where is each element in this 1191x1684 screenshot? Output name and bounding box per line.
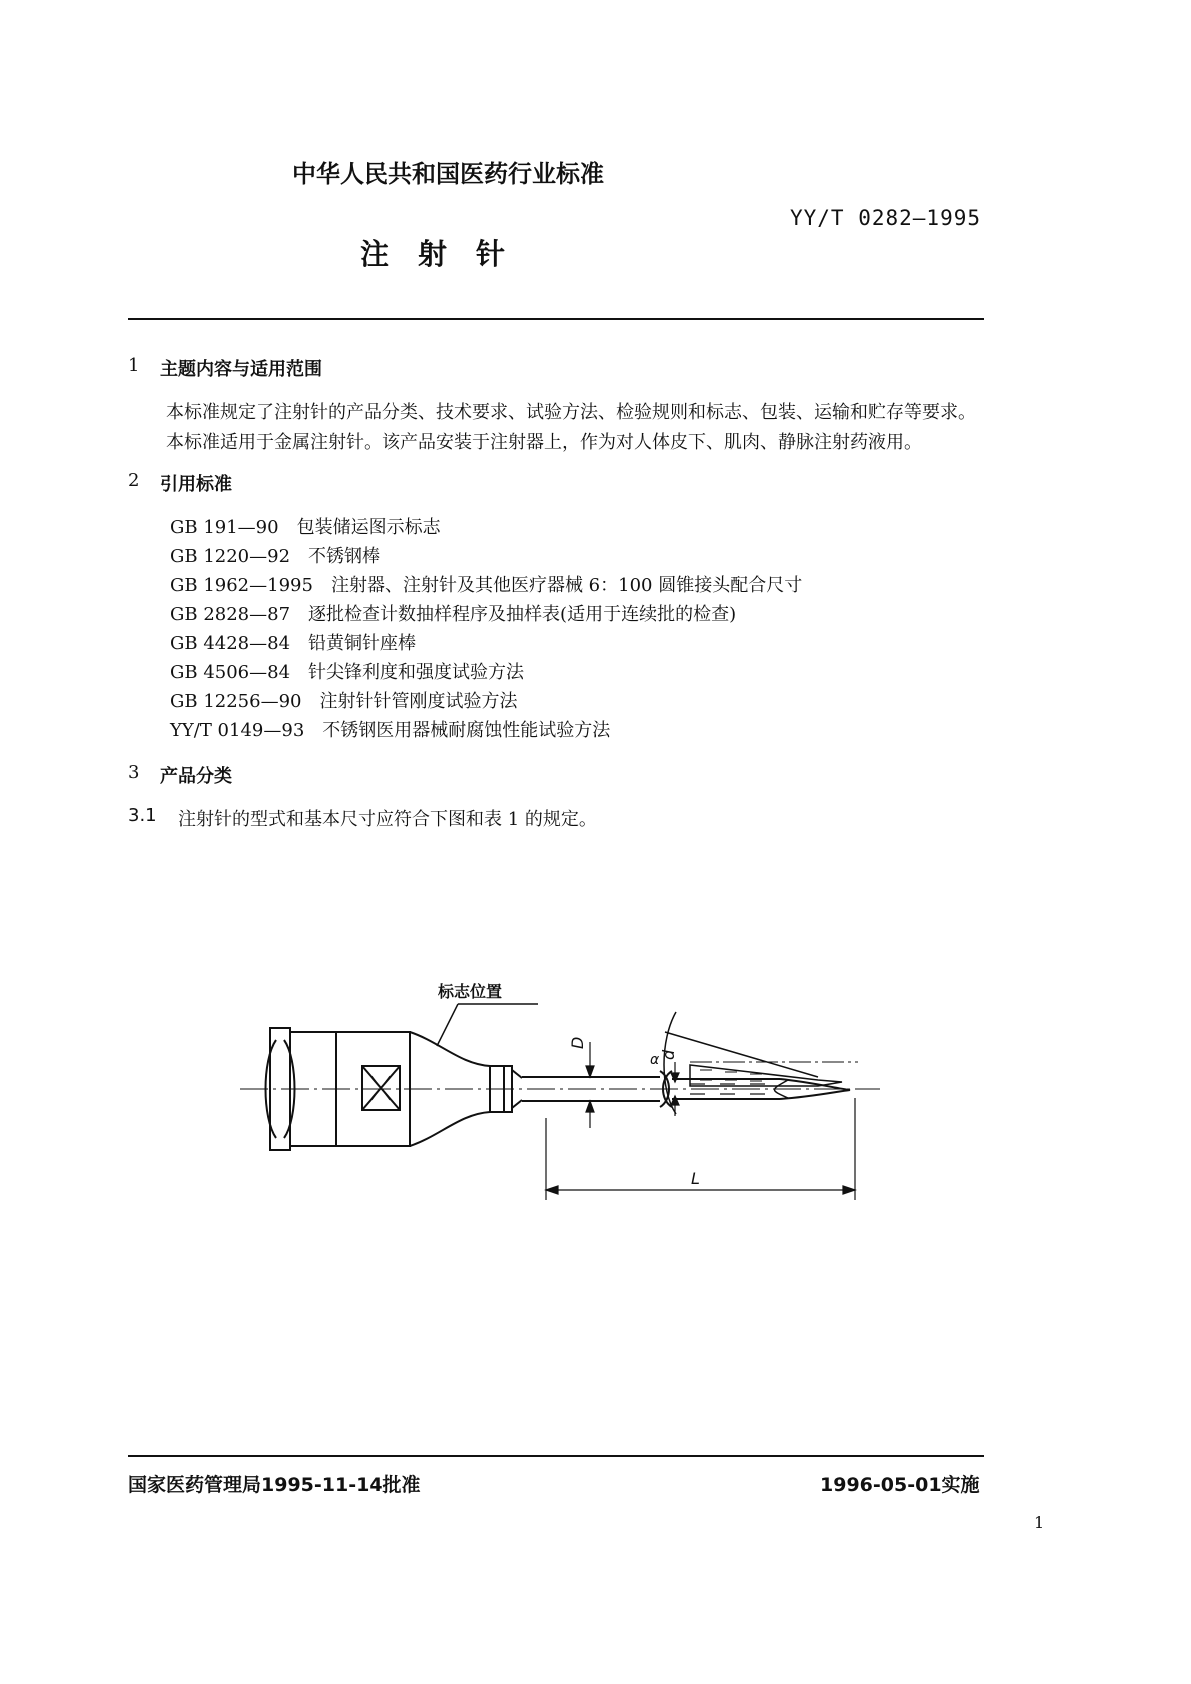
approval-date: 国家医药管理局1995-11-14批准 (128, 1474, 421, 1496)
reference-code: GB 1220—92 (170, 546, 291, 567)
reference-code: GB 12256—90 (170, 691, 302, 712)
reference-title: 注射针针管刚度试验方法 (319, 691, 518, 712)
subsection-3-1-number: 3.1 (128, 805, 157, 826)
page-number: 1 (1034, 1513, 1045, 1532)
reference-title: 不锈钢棒 (308, 546, 381, 567)
dimension-D-label: D (568, 1036, 587, 1049)
subsection-3-1-text: 注射针的型式和基本尺寸应符合下图和表 1 的规定。 (178, 809, 597, 830)
reference-code: GB 4506—84 (170, 662, 291, 683)
reference-title: 不锈钢医用器械耐腐蚀性能试验方法 (322, 720, 611, 741)
doc-title: 注 射 针 (360, 237, 506, 271)
section-3-number: 3 (128, 762, 140, 783)
section-1-para-2: 本标准适用于金属注射针。该产品安装于注射器上，作为对人体皮下、肌肉、静脉注射药液用。 (166, 432, 922, 453)
section-2-title: 引用标准 (160, 474, 232, 495)
reference-title: 包装储运图示标志 (296, 517, 441, 538)
section-1-title: 主题内容与适用范围 (160, 359, 322, 380)
footer-rule (128, 1455, 984, 1457)
section-1-para-1: 本标准规定了注射针的产品分类、技术要求、试验方法、检验规则和标志、包装、运输和贮存等要求。 (166, 402, 976, 423)
reference-code: GB 4428—84 (170, 633, 291, 654)
mark-position-label: 标志位置 (438, 982, 503, 1001)
reference-code: GB 1962—1995 (170, 575, 313, 596)
dimension-d-label: d (659, 1049, 678, 1060)
reference-code: GB 191—90 (170, 517, 279, 538)
section-1-number: 1 (128, 355, 140, 376)
reference-title: 逐批检查计数抽样程序及抽样表(适用于连续批的检查) (308, 604, 737, 625)
angle-alpha-label: α (650, 1052, 660, 1068)
section-2-number: 2 (128, 470, 140, 491)
standard-number: YY/T 0282—1995 (790, 206, 982, 230)
org-title: 中华人民共和国医药行业标准 (292, 160, 604, 188)
reference-code: YY/T 0149—93 (170, 720, 305, 741)
section-3-title: 产品分类 (160, 766, 232, 787)
reference-code: GB 2828—87 (170, 604, 291, 625)
reference-title: 针尖锋利度和强度试验方法 (308, 662, 525, 683)
reference-title: 注射器、注射针及其他医疗器械 6：100 圆锥接头配合尺寸 (330, 575, 803, 596)
reference-title: 铅黄铜针座棒 (308, 633, 417, 654)
effective-date: 1996-05-01实施 (820, 1474, 980, 1496)
bevel-detail (690, 1065, 842, 1086)
dimension-L-label: L (691, 1169, 700, 1188)
